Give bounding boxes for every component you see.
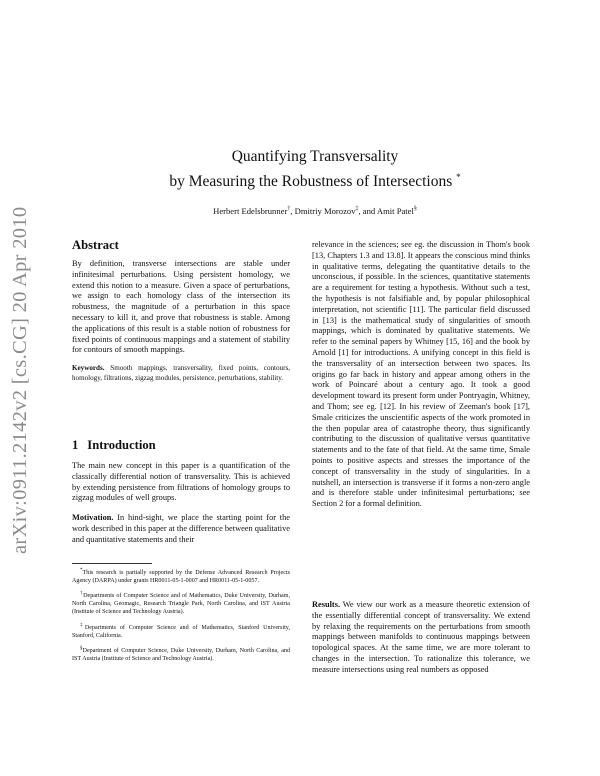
abstract-body: By definition, transverse intersections are stable under infinitesimal perturbations. Using persistent homology, we extend this notion to a measure. Given a space of perturbations, we assign to each homology class of the intersection its robustness, the magnitude of a perturbation in this space necessary to kill it, and prove that robustness is stable. Among the applications of this result is a stable notion of robustness for fixed points of continuous mappings and a statement of stability for contours of smooth mappings. (72, 259, 290, 355)
author-1: Herbert Edelsbrunner (213, 206, 288, 216)
footnote (72, 589, 290, 616)
footnote-mark: ‡ (80, 621, 85, 628)
introduction-heading (72, 438, 290, 453)
author-3: Amit Patel (376, 206, 414, 216)
right-column (312, 240, 530, 510)
author-3-mark: § (413, 206, 417, 213)
results-label: Results. (312, 600, 341, 609)
intro-paragraph: The main new concept in this paper is a quantification of the classically differential notion of transversality. This is achieved by extending persistence from filtrations of homology groups to zigzag modules of well groups. (72, 461, 290, 503)
paper-title-line1: Quantifying Transversality (231, 148, 399, 165)
results-section (312, 600, 530, 676)
section-title: Introduction (87, 438, 156, 452)
paper-title-line2: by Measuring the Robustness of Intersections * (169, 172, 461, 191)
footnote-text: Departments of Computer Science and of Mathematics, Stanford University, Stanford, California. (72, 624, 290, 639)
keywords-label: Keywords. (72, 364, 105, 373)
footnote-mark: † (80, 590, 84, 597)
author-2: Dmitriy Morozov (294, 206, 356, 216)
footnote-mark: § (80, 644, 83, 651)
motivation-label: Motivation. (72, 513, 114, 523)
author-separator: , (290, 206, 295, 216)
footnote (72, 644, 290, 663)
footnotes (72, 566, 290, 663)
footnote-rule (72, 563, 152, 564)
title-footnote-mark: * (456, 172, 461, 182)
abstract-heading: Abstract (72, 238, 119, 252)
motivation-text: In hind-sight, we place the starting point for the work described in this paper at the difference between qualitative and quantitative statements and their (72, 513, 290, 544)
results-paragraph (312, 600, 530, 676)
author-separator: , and (358, 206, 377, 216)
footnote-text: Department of Computer Science, Duke University, Durham, North Carolina, and IST Austria (Institute of Science and Technology Austria). (72, 647, 290, 662)
motivation-paragraph (72, 513, 290, 545)
abstract-section (72, 238, 290, 383)
footnote (72, 566, 290, 585)
footnote (72, 621, 290, 640)
footnote-text: This research is partially supported by the Defense Advanced Research Projects Agency (DARPA) under grants HR0011-05-1-0007 and HR0011-05-1-0057. (72, 570, 290, 585)
section-number: 1 (72, 438, 79, 452)
footnote-text: Departments of Computer Science and of Mathematics, Duke University, Durham, North Carolina, Geomagic, Research Triangle Park, North Carolina, and IST Austria (Institute of Science and Technology Austria). (72, 593, 290, 616)
arxiv-stamp: arXiv:0911.2142v2 [cs.CG] 20 Apr 2010 (9, 206, 31, 554)
motivation-continued: relevance in the sciences; see eg. the discussion in Thom's book [13, Chapters 1.3 and 13.8]. It appears the conscious mind thinks in qualitative terms, delegating the quantitative details to the unconscious, if possible. In the sciences, quantitative statements are a requirement for testing a hypothesis. Without such a test, the hypothesis is not falsifiable and, by popular philosophical interpretation, not scientific [11]. The particular field discussed in [13] is the mathematical study of singularities of smooth mappings, which is dominated by qualitative statements. We refer to the seminal papers by Whitney [15, 16] and the book by Arnold [1] for introductions. A unifying concept in this field is the transversality of an intersection between two spaces. Its origins go far back in history and appear among others in the work of Poincaré about a century ago. It took a good development toward its present form under Pontryagin, Whitney, and Thom; see eg. [12]. In his review of Zeeman's book [17], Smale criticizes the unscientific aspects of the work promoted in the then popular area of catastrophe theory, thus significantly contributing to the discussion of qualitative versus quantitative statements and to the fate of that field. At the same time, Smale points to positive aspects and stresses the importance of the concept of transversality in the study of singularities. In a nutshell, an intersection is transverse if it forms a non-zero angle and is therefore stable under infinitesimal perturbations; see Section 2 for a formal definition. (312, 240, 530, 509)
keywords (72, 364, 290, 383)
results-text: We view our work as a measure theoretic extension of the essentially differential concept of transversality. We extend by relaxing the requirements on the perturbations from smooth mappings between manifolds to continuous mappings between topological spaces. At the same time, we are more tolerant to changes in the intersection. To rationalize this tolerance, we measure intersections using real numbers as opposed (312, 600, 530, 674)
author-list (100, 206, 530, 216)
footnote-mark: * (80, 567, 83, 573)
author-1-mark: † (287, 206, 291, 213)
author-2-mark: ‡ (355, 206, 359, 213)
introduction-section (72, 438, 290, 546)
keywords-text: Smooth mappings, transversality, fixed points, contours, homology, filtrations, zigzag modules, persistence, perturbations, stability. (72, 364, 290, 382)
